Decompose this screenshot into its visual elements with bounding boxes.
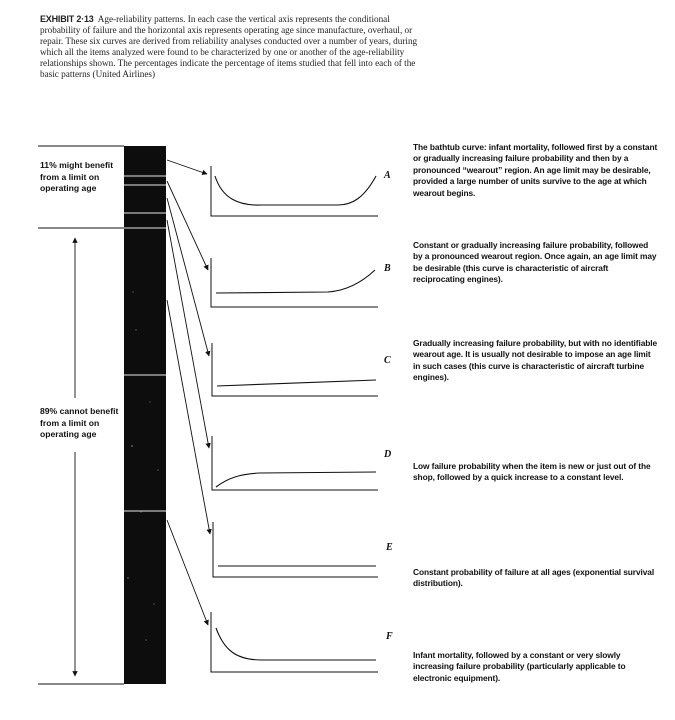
benefit-label: 11% might benefit from a limit on operating age — [40, 160, 114, 193]
pattern-e-description: Constant probability of failure at all ages (exponential survival distribution). — [413, 567, 655, 589]
pattern-a-letter: A — [384, 170, 391, 181]
pattern-c-plot — [212, 343, 378, 396]
exhibit-caption-text: Age-reliability patterns. In each case the vertical axis represents the conditional probability of failure and the horizontal axis represents operating age since manufacture, overhaul, or repair. These six curves are derived from reliability analyses conducted over a number of years, during which all the items analyzed were found to be characterized by one or another of the age-reliability relationships shown. The percentages indicate the percentage of items studied that fell into each of the basic patterns (United Airlines) — [40, 14, 418, 79]
pattern-a-plot — [211, 166, 378, 216]
pattern-c-letter: C — [384, 355, 391, 366]
pattern-d-description: Low failure probability when the item is new or just out of the shop, followed by a quick increase to a constant level. — [413, 461, 651, 483]
pattern-f-plot — [211, 612, 378, 672]
no-benefit-label: 89% cannot benefit from a limit on operating age — [40, 406, 119, 439]
pattern-e-letter: E — [386, 542, 393, 553]
pattern-f-description: Infant mortality, followed by a constant or very slowly increasing failure probability (particularly applicable to electronic equipment). — [413, 650, 626, 683]
pattern-c-description: Gradually increasing failure probability, but with no identifiable wearout age. It is usually not desirable to impose an age limit in such cases (this curve is characteristic of aircraft turbine engines). — [413, 338, 658, 383]
population-bar — [124, 146, 166, 684]
pattern-b-letter: B — [384, 263, 391, 274]
pattern-e-plot — [213, 522, 378, 577]
pattern-connectors — [167, 160, 210, 625]
pattern-b-plot — [211, 258, 378, 307]
exhibit-label: EXHIBIT 2·13 — [40, 14, 94, 24]
pattern-d-plot — [212, 436, 378, 490]
pattern-f-letter: F — [386, 631, 393, 642]
pattern-b-description: Constant or gradually increasing failure probability, followed by a pronounced wearout region. Once again, an age limit may be desirable (this curve is characteristic of aircraft reciprocating engines). — [413, 240, 657, 285]
pattern-d-letter: D — [384, 449, 392, 460]
pattern-a-description: The bathtub curve: infant mortality, followed first by a constant or gradually increasing failure probability and then by a pronounced “wearout” region. An age limit may be desirable, provided a large number of units survive to the age at which wearout begins. — [413, 142, 658, 198]
